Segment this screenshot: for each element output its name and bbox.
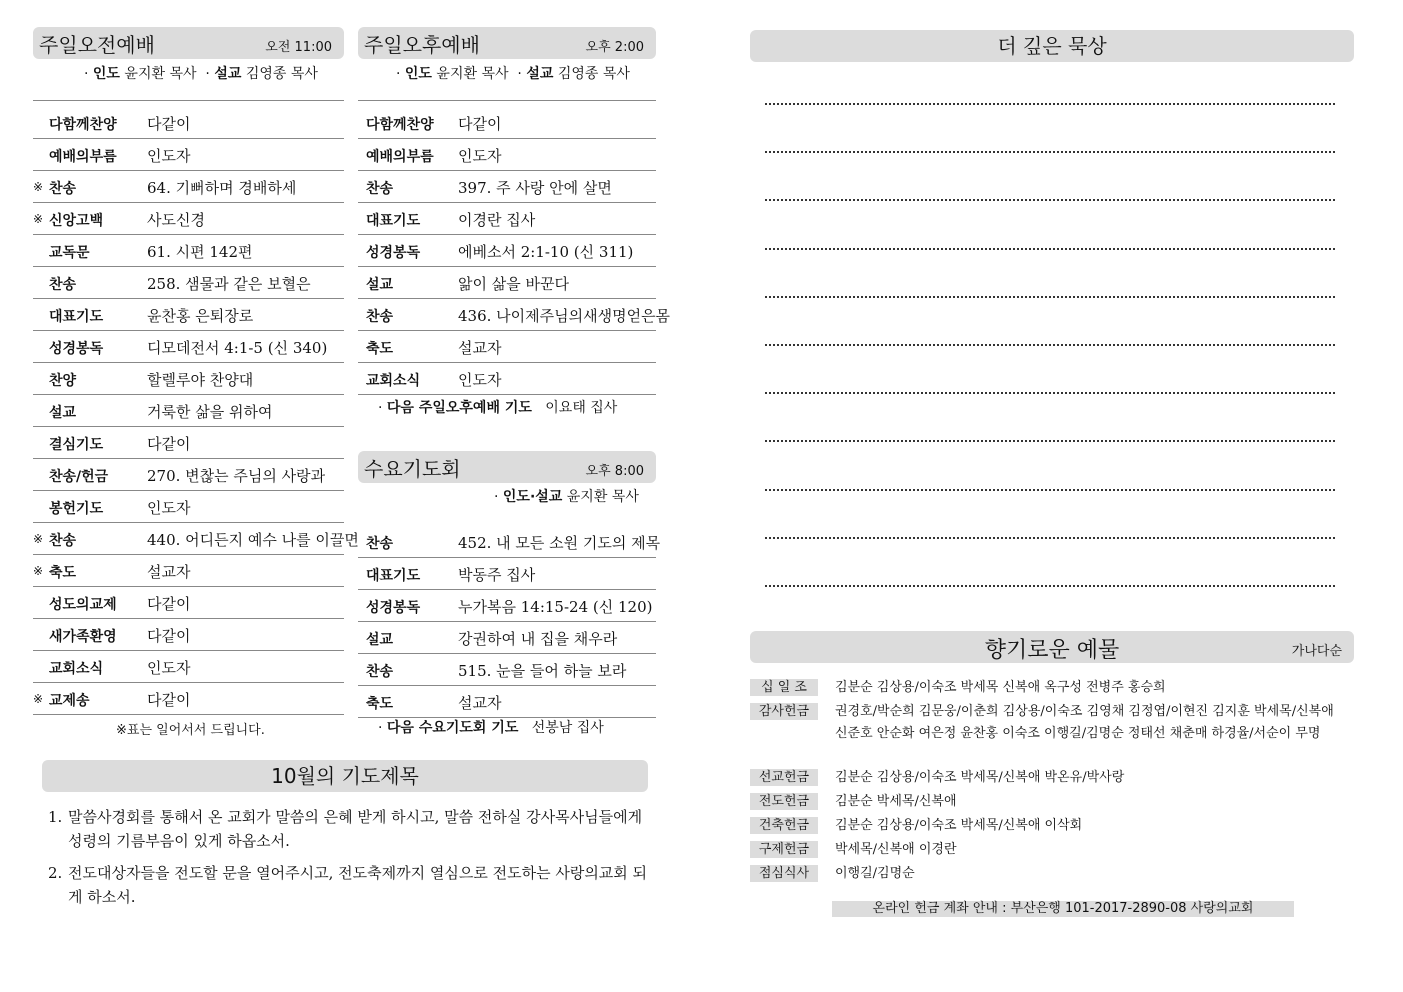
order-value: 인도자: [147, 499, 191, 517]
order-label: 찬송/헌금: [49, 469, 109, 485]
morning-divider: [33, 100, 344, 101]
order-value: 할렐루야 찬양대: [147, 371, 254, 389]
order-label: 성경봉독: [366, 245, 421, 261]
order-value: 64. 기뻐하며 경배하세: [147, 179, 297, 197]
order-row: [358, 170, 656, 203]
order-row: [33, 298, 344, 331]
standing-mark: ※: [33, 692, 44, 706]
order-label: 찬송: [366, 536, 394, 552]
prayer-number: 1.: [48, 808, 63, 826]
order-label: 신앙고백: [49, 213, 104, 229]
order-value: 인도자: [147, 659, 191, 677]
leader-label: 인도: [92, 66, 120, 82]
order-value: 다같이: [147, 435, 191, 453]
offering-label: 점심식사: [750, 865, 818, 882]
order-value: 다같이: [147, 691, 191, 709]
order-label: 다함께찬양: [49, 117, 117, 133]
next-name: 선봉남 집사: [531, 720, 604, 736]
prayer-text: 말씀사경회를 통해서 온 교회가 말씀의 은혜 받게 하시고, 말씀 전하실 강사목사님들에게 성령의 기름부음이 있게 하옵소서.: [68, 808, 643, 850]
order-label: 찬송: [366, 664, 394, 680]
order-row: [33, 522, 359, 555]
order-row: [358, 685, 656, 718]
order-value: 다같이: [458, 115, 502, 133]
order-row: [358, 202, 656, 235]
order-row: [33, 586, 344, 619]
order-row: [33, 234, 344, 267]
order-value: 윤찬홍 은퇴장로: [147, 307, 254, 325]
wednesday-header: [358, 451, 656, 483]
offering-names: 김분순 박세목/신복애: [835, 794, 957, 809]
standing-note: ※표는 일어서서 드립니다.: [116, 723, 265, 738]
order-value: 다같이: [147, 627, 191, 645]
morning-header: [33, 27, 344, 59]
order-row: [33, 490, 344, 523]
order-row: [358, 234, 656, 267]
order-label: 결심기도: [49, 437, 104, 453]
order-label: 찬송: [49, 277, 77, 293]
leader-name: 윤지환 목사: [436, 66, 509, 82]
order-row: [33, 394, 344, 427]
wednesday-title: 수요기도회: [364, 457, 461, 481]
morning-title: 주일오전예배: [39, 33, 155, 57]
offering-names: 박세목/신복애 이경란: [835, 842, 957, 857]
order-label: 축도: [49, 565, 77, 581]
order-row: [33, 330, 344, 363]
order-value: 270. 변찮는 주님의 사랑과: [147, 467, 326, 485]
order-label: 대표기도: [366, 213, 421, 229]
order-value: 인도자: [458, 371, 502, 389]
order-row: [358, 106, 656, 139]
order-row: [358, 266, 656, 299]
writing-line: [765, 296, 1335, 298]
prayer-text: 전도대상자들을 전도할 문을 열어주시고, 전도축제까지 열심으로 전도하는 사랑의교회 되게 하소서.: [68, 864, 648, 906]
leader-name: 윤지환 목사: [566, 489, 639, 505]
order-label: 대표기도: [366, 568, 421, 584]
wednesday-next-prayer: · 다음 수요기도회 기도 선봉남 집사: [378, 720, 604, 736]
order-label: 찬송: [49, 181, 77, 197]
standing-mark: ※: [33, 532, 44, 546]
order-label: 교회소식: [49, 661, 104, 677]
order-row: [33, 202, 344, 235]
order-value: 설교자: [458, 694, 502, 712]
writing-line: [765, 344, 1335, 346]
order-label: 예배의부름: [366, 149, 434, 165]
offering-label: 건축헌금: [750, 817, 818, 834]
prayer-number: 2.: [48, 864, 63, 882]
order-value: 515. 눈을 들어 하늘 보라: [458, 662, 627, 680]
order-value: 강권하여 내 집을 채우라: [458, 630, 618, 648]
order-label: 성경봉독: [49, 341, 104, 357]
order-label: 찬송: [366, 181, 394, 197]
offering-names: 이행길/김명순: [835, 866, 915, 881]
order-label: 교제송: [49, 693, 90, 709]
order-value: 다같이: [147, 115, 191, 133]
order-value: 이경란 집사: [458, 211, 536, 229]
order-value: 436. 나이제주님의새생명얻은몸: [458, 307, 671, 325]
writing-line: [765, 199, 1335, 201]
standing-mark: ※: [33, 212, 44, 226]
order-label: 교독문: [49, 245, 90, 261]
order-row: [358, 525, 661, 558]
meditation-title: 더 깊은 묵상: [750, 30, 1354, 62]
offering-names: 권경호/박순희 김문웅/이춘희 김상용/이숙조 김영채 김정엽/이현진 김지훈 박세목/신복애 신준호 안순화 여은정 윤찬홍 이숙조 이행길/김명순 정태선 채춘매 하경율/서순이 무명: [835, 704, 1334, 741]
order-value: 설교자: [147, 563, 191, 581]
standing-mark: ※: [33, 564, 44, 578]
writing-line: [765, 537, 1335, 539]
afternoon-header: [358, 27, 656, 59]
order-value: 다같이: [147, 595, 191, 613]
order-label: 다함께찬양: [366, 117, 434, 133]
preacher-name: 김영종 목사: [557, 66, 630, 82]
order-label: 설교: [49, 405, 77, 421]
order-value: 61. 시편 142편: [147, 243, 253, 261]
order-row: [358, 557, 656, 590]
offering-header: [750, 631, 1354, 663]
offering-label: 구제헌금: [750, 841, 818, 858]
order-row: [33, 138, 344, 171]
order-label: 대표기도: [49, 309, 104, 325]
writing-line: [765, 489, 1335, 491]
next-label: 다음 수요기도회 기도: [386, 720, 519, 736]
leader-label: 인도: [404, 66, 432, 82]
standing-mark: ※: [33, 180, 44, 194]
offering-names: 김분순 김상용/이숙조 박세목 신복애 옥구성 전병주 홍승희: [835, 680, 1166, 695]
order-row: [33, 362, 344, 395]
writing-line: [765, 151, 1335, 153]
order-label: 축도: [366, 341, 394, 357]
morning-time: 오전 11:00: [265, 40, 332, 55]
order-label: 찬송: [366, 309, 394, 325]
afternoon-title: 주일오후예배: [364, 33, 480, 57]
order-value: 인도자: [458, 147, 502, 165]
order-value: 앎이 삶을 바꾼다: [458, 275, 569, 293]
afternoon-divider: [358, 100, 656, 101]
order-row: [358, 138, 656, 171]
order-value: 박동주 집사: [458, 566, 536, 584]
order-value: 397. 주 사랑 안에 살면: [458, 179, 612, 197]
afternoon-next-prayer: · 다음 주일오후예배 기도 이요태 집사: [378, 400, 618, 416]
order-value: 사도신경: [147, 211, 205, 229]
order-value: 에베소서 2:1-10 (신 311): [458, 243, 634, 261]
prayer-topics-title: 10월의 기도제목: [42, 760, 648, 792]
order-value: 디모데전서 4:1-5 (신 340): [147, 339, 328, 357]
next-label: 다음 주일오후예배 기도: [386, 400, 532, 416]
order-label: 성경봉독: [366, 600, 421, 616]
order-label: 성도의교제: [49, 597, 117, 613]
writing-line: [765, 392, 1335, 394]
wednesday-time: 오후 8:00: [585, 464, 644, 479]
order-value: 설교자: [458, 339, 502, 357]
order-label: 찬송: [49, 533, 77, 549]
leader-name: 윤지환 목사: [124, 66, 197, 82]
order-row: [358, 362, 656, 395]
order-row: [33, 650, 344, 683]
order-label: 봉헌기도: [49, 501, 104, 517]
order-row: [33, 106, 344, 139]
order-label: 새가족환영: [49, 629, 117, 645]
afternoon-leaders: · 인도 윤지환 목사 · 설교 김영종 목사: [396, 66, 630, 82]
order-label: 찬양: [49, 373, 77, 389]
afternoon-time: 오후 2:00: [585, 40, 644, 55]
order-value: 452. 내 모든 소원 기도의 제목: [458, 534, 661, 552]
order-label: 설교: [366, 277, 394, 293]
order-row: [358, 621, 656, 654]
offering-label: 선교헌금: [750, 769, 818, 786]
next-name: 이요태 집사: [545, 400, 618, 416]
order-value: 거룩한 삶을 위하여: [147, 403, 273, 421]
order-label: 예배의부름: [49, 149, 117, 165]
offering-names: 김분순 김상용/이숙조 박세목/신복애 이삭회: [835, 818, 1083, 833]
order-label: 축도: [366, 696, 394, 712]
account-info: 온라인 헌금 계좌 안내 : 부산은행 101-2017-2890-08 사랑의교회: [832, 901, 1294, 917]
order-row: [33, 426, 344, 459]
preacher-label: 설교: [526, 66, 554, 82]
order-label: 교회소식: [366, 373, 421, 389]
order-value: 258. 샘물과 같은 보혈은: [147, 275, 311, 293]
order-row: [33, 458, 344, 491]
morning-leaders: · 인도 윤지환 목사 · 설교 김영종 목사: [84, 66, 318, 82]
order-label: 설교: [366, 632, 394, 648]
wednesday-leaders: · 인도·설교 윤지환 목사: [494, 489, 639, 505]
order-row: [33, 554, 344, 587]
offering-label: 감사헌금: [750, 703, 818, 720]
writing-line: [765, 440, 1335, 442]
preacher-name: 김영종 목사: [245, 66, 318, 82]
order-row: [33, 170, 344, 203]
order-row: [33, 682, 344, 715]
offering-label: 전도헌금: [750, 793, 818, 810]
offering-title: 향기로운 예물: [984, 638, 1120, 663]
order-row: [358, 298, 671, 331]
order-row: [358, 589, 656, 622]
order-value: 440. 어디든지 예수 나를 이끌면: [147, 531, 359, 549]
order-value: 인도자: [147, 147, 191, 165]
offering-order-note: 가나다순: [1291, 644, 1342, 659]
order-row: [33, 618, 344, 651]
order-row: [358, 330, 656, 363]
order-row: [358, 653, 656, 686]
writing-line: [765, 103, 1335, 105]
writing-line: [765, 248, 1335, 250]
preacher-label: 설교: [214, 66, 242, 82]
offering-label: 십 일 조: [750, 679, 818, 696]
writing-line: [765, 585, 1335, 587]
leader-label: 인도·설교: [502, 489, 563, 505]
order-row: [33, 266, 344, 299]
offering-names: 김분순 김상용/이숙조 박세목/신복애 박온유/박사랑: [835, 770, 1125, 785]
order-value: 누가복음 14:15-24 (신 120): [458, 598, 653, 616]
